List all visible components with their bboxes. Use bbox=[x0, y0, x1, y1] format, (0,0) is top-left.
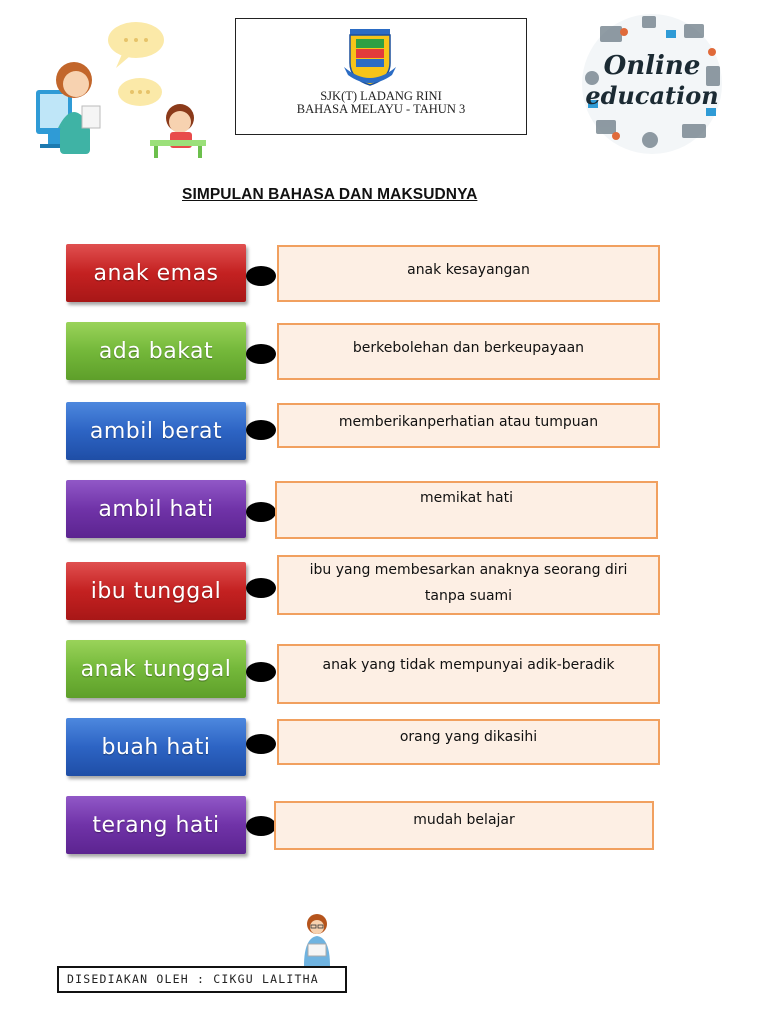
connector-dot[interactable] bbox=[246, 502, 276, 522]
meaning-box[interactable]: berkebolehan dan berkeupayaan bbox=[277, 323, 660, 380]
connector-dot[interactable] bbox=[246, 344, 276, 364]
connector-dot[interactable] bbox=[246, 734, 276, 754]
prepared-by-label: DISEDIAKAN OLEH : CIKGU LALITHA bbox=[57, 966, 347, 993]
connector-dot[interactable] bbox=[246, 266, 276, 286]
page-title: SIMPULAN BAHASA DAN MAKSUDNYA bbox=[182, 186, 478, 203]
meaning-box[interactable]: anak yang tidak mempunyai adik-beradik bbox=[277, 644, 660, 704]
phrase-row bbox=[0, 244, 768, 308]
school-crest-logo bbox=[342, 27, 398, 87]
meaning-box[interactable]: mudah belajar bbox=[274, 801, 654, 850]
education-word: education bbox=[585, 81, 719, 110]
online-word: Online bbox=[603, 51, 701, 81]
phrase-term-card[interactable]: ada bakat bbox=[66, 322, 246, 380]
phrase-term-card[interactable]: ambil berat bbox=[66, 402, 246, 460]
meaning-box[interactable]: memikat hati bbox=[275, 481, 658, 539]
phrase-row bbox=[0, 718, 768, 782]
school-header bbox=[235, 18, 527, 135]
connector-dot[interactable] bbox=[246, 662, 276, 682]
phrase-row bbox=[0, 322, 768, 386]
meaning-box[interactable]: ibu yang membesarkan anaknya seorang diri tanpa suami bbox=[277, 555, 660, 615]
connector-dot[interactable] bbox=[246, 578, 276, 598]
phrase-term-card[interactable]: anak tunggal bbox=[66, 640, 246, 698]
meaning-box[interactable]: anak kesayangan bbox=[277, 245, 660, 302]
phrase-term-card[interactable]: buah hati bbox=[66, 718, 246, 776]
school-name: SJK(T) LADANG RINI bbox=[320, 89, 442, 103]
phrase-term-card[interactable]: anak emas bbox=[66, 244, 246, 302]
phrase-row bbox=[0, 402, 768, 466]
teacher-figure-icon bbox=[294, 912, 340, 968]
connector-dot[interactable] bbox=[246, 816, 276, 836]
online-education-illustration bbox=[572, 8, 732, 160]
phrase-term-card[interactable]: terang hati bbox=[66, 796, 246, 854]
phrase-term-card[interactable]: ambil hati bbox=[66, 480, 246, 538]
connector-dot[interactable] bbox=[246, 420, 276, 440]
phrase-row bbox=[0, 796, 768, 860]
teacher-student-illustration bbox=[30, 18, 210, 160]
phrase-row bbox=[0, 480, 768, 544]
meaning-box[interactable]: orang yang dikasihi bbox=[277, 719, 660, 765]
phrase-row bbox=[0, 640, 768, 704]
meaning-box[interactable]: memberikanperhatian atau tumpuan bbox=[277, 403, 660, 448]
subject-line: BAHASA MELAYU - TAHUN 3 bbox=[296, 102, 466, 116]
phrase-term-card[interactable]: ibu tunggal bbox=[66, 562, 246, 620]
phrase-row bbox=[0, 562, 768, 626]
